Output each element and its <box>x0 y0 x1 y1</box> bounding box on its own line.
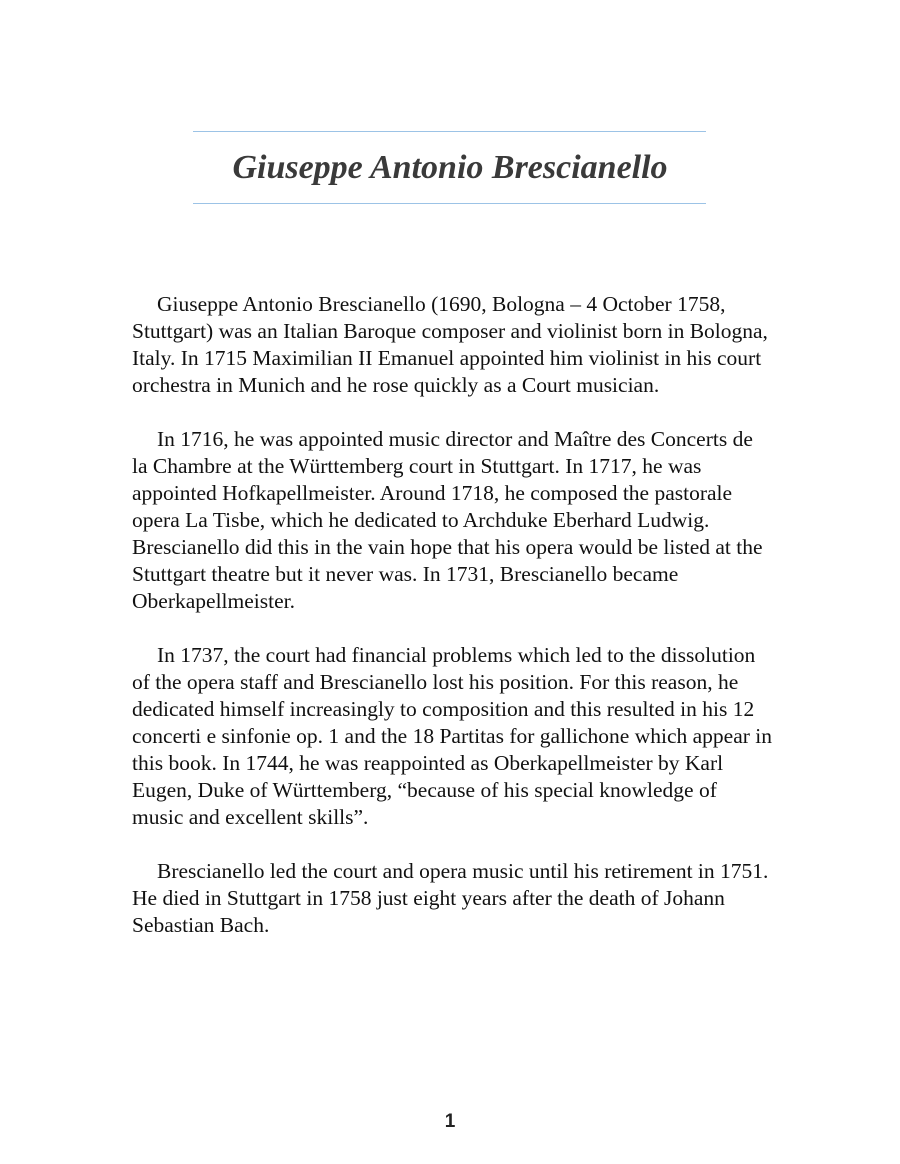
page-number: 1 <box>444 1111 456 1132</box>
page-title: Giuseppe Antonio Brescianello <box>232 149 668 186</box>
body-text <box>132 291 772 966</box>
title-rule-bottom <box>193 203 706 204</box>
paragraph-1: Giuseppe Antonio Brescianello (1690, Bologna – 4 October 1758, Stuttgart) was an Italian Baroque composer and violinist born in Bologna, Italy. In 1715 Maximilian II Emanuel appointed him violinist in his court orchestra in Munich and he rose quickly as a Court musician. <box>132 292 768 397</box>
paragraph-3: In 1737, the court had financial problems which led to the dissolution of the opera staff and Brescianello lost his position. For this reason, he dedicated himself increasingly to composition and this resulted in his 12 concerti e sinfonie op. 1 and the 18 Partitas for gallichone which appear in this book. In 1744, he was reappointed as Oberkapellmeister by Karl Eugen, Duke of Württemberg, “because of his special knowledge of music and excellent skills”. <box>132 643 773 829</box>
paragraph-2: In 1716, he was appointed music director and Maître des Concerts de la Chambre at the Württemberg court in Stuttgart. In 1717, he was appointed Hofkapellmeister. Around 1718, he composed the pastorale opera La Tisbe, which he dedicated to Archduke Eberhard Ludwig. Brescianello did this in the vain hope that his opera would be listed at the Stuttgart theatre but it never was. In 1731, Brescianello became Oberkapellmeister. <box>132 427 763 613</box>
paragraph-4: Brescianello led the court and opera music until his retirement in 1751. He died in Stuttgart in 1758 just eight years after the death of Johann Sebastian Bach. <box>132 859 769 937</box>
title-rule-top <box>193 131 706 132</box>
